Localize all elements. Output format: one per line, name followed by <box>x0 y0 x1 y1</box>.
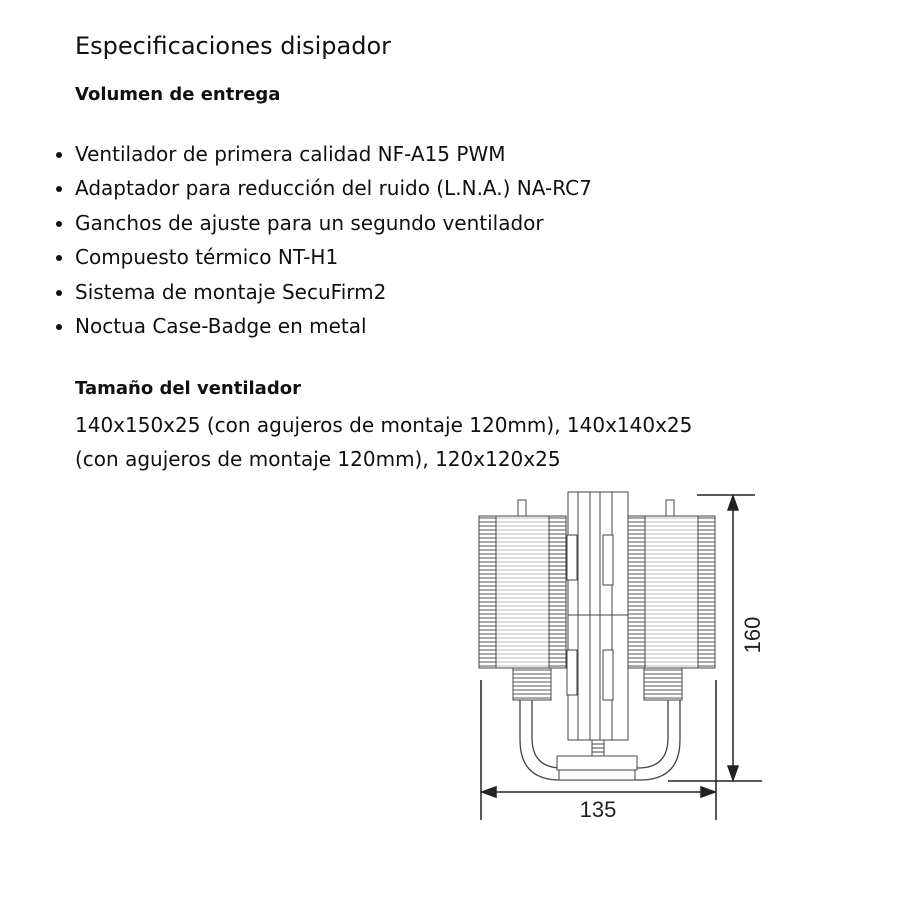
delivery-heading: Volumen de entrega <box>75 84 281 105</box>
list-item: • Noctua Case-Badge en metal <box>75 309 592 343</box>
left-fin-stack <box>479 500 566 700</box>
mounting-base <box>557 740 637 780</box>
list-item: • Adaptador para reducción del ruido (L.N.A.) NA-RC7 <box>75 171 592 205</box>
fan-size-heading: Tamaño del ventilador <box>75 378 301 399</box>
height-label: 160 <box>740 616 765 654</box>
right-fin-stack <box>627 500 715 700</box>
fan-size-line: 140x150x25 (con agujeros de montaje 120mm), 140x140x25 <box>75 413 693 437</box>
list-item: • Ganchos de ajuste para un segundo ventilador <box>75 206 592 240</box>
page-title: Especificaciones disipador <box>75 32 392 60</box>
list-item: • Compuesto térmico NT-H1 <box>75 240 592 274</box>
center-fan <box>567 492 628 740</box>
list-item: • Sistema de montaje SecuFirm2 <box>75 275 592 309</box>
width-label: 135 <box>579 797 617 822</box>
fan-size-line: (con agujeros de montaje 120mm), 120x120x25 <box>75 447 561 471</box>
list-item: • Ventilador de primera calidad NF-A15 PWM <box>75 137 592 171</box>
